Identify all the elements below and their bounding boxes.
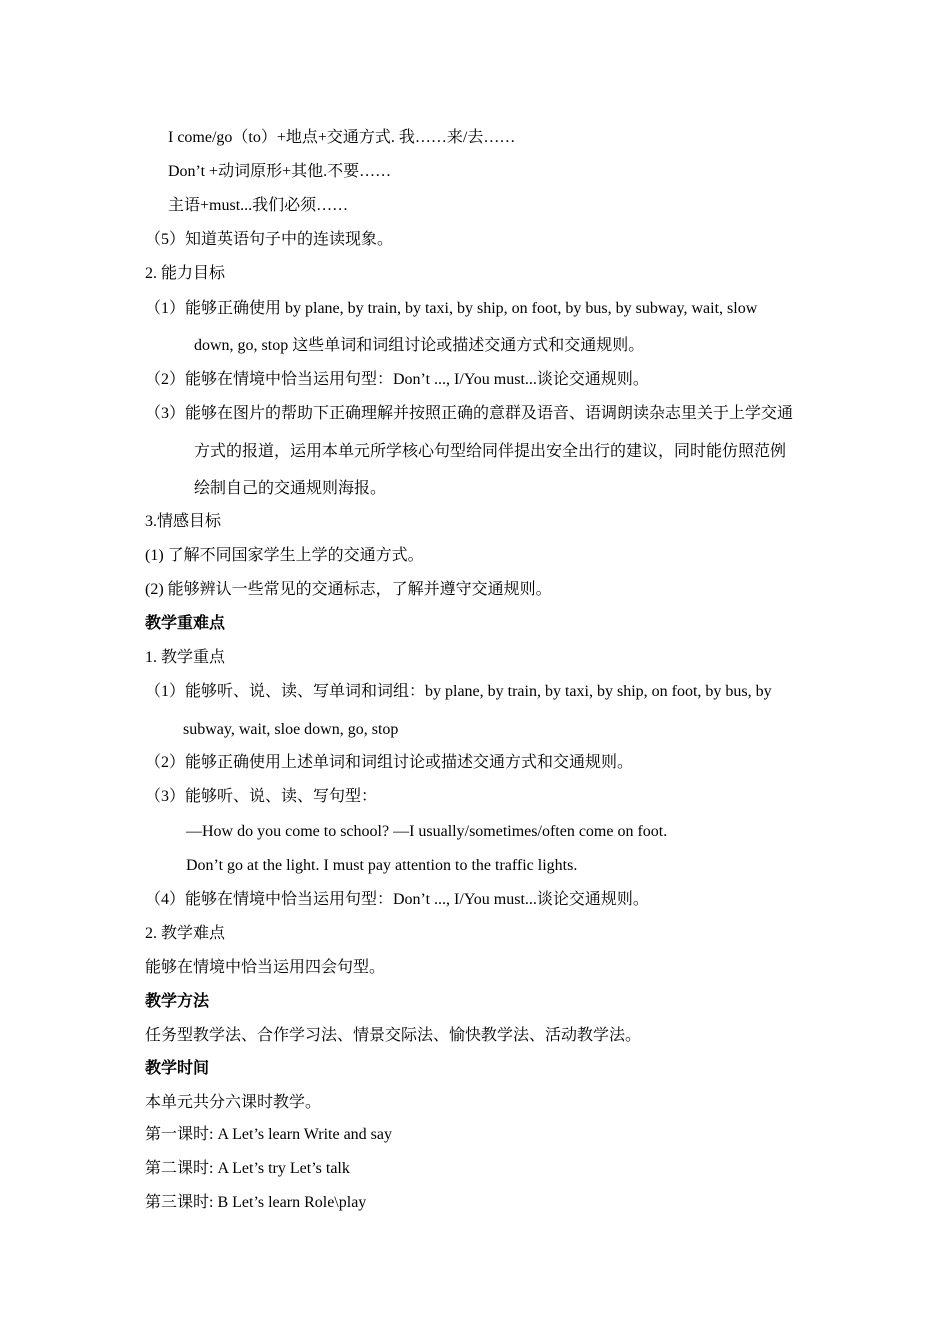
emotion-goals-heading: 3.情感目标 bbox=[145, 513, 222, 530]
key-point-3-example-2: Don’t go at the light. I must pay attention to the traffic lights. bbox=[186, 857, 578, 874]
key-point-1-cont: subway, wait, sloe down, go, stop bbox=[183, 721, 399, 738]
teaching-time-heading: 教学时间 bbox=[145, 1060, 210, 1077]
ability-item-3: （3）能够在图片的帮助下正确理解并按照正确的意群及语音、语调朗读杂志里关于上学交通 bbox=[145, 405, 794, 422]
key-difficult-points-heading: 教学重难点 bbox=[145, 615, 226, 632]
teaching-methods-heading: 教学方法 bbox=[145, 993, 210, 1010]
teaching-time-text: 本单元共分六课时教学。 bbox=[145, 1094, 322, 1111]
lesson-3: 第三课时: B Let’s learn Role\play bbox=[145, 1194, 367, 1211]
difficult-points-subheading: 2. 教学难点 bbox=[145, 925, 226, 942]
emotion-item-1: (1) 了解不同国家学生上学的交通方式。 bbox=[145, 547, 424, 564]
ability-item-2: （2）能够在情境中恰当运用句型：Don’t ..., I/You must...谈论交通规则。 bbox=[145, 371, 649, 388]
ability-item-1: （1）能够正确使用 by plane, by train, by taxi, by ship, on foot, by bus, by subway, wait, slow bbox=[145, 300, 758, 317]
ability-item-3-cont-2: 绘制自己的交通规则海报。 bbox=[194, 480, 387, 497]
key-point-2: （2）能够正确使用上述单词和词组讨论或描述交通方式和交通规则。 bbox=[145, 754, 634, 771]
key-point-3: （3）能够听、说、读、写句型： bbox=[145, 788, 378, 805]
sentence-pattern-dont: Don’t +动词原形+其他.不要…… bbox=[168, 163, 392, 180]
ability-item-1-cont: down, go, stop 这些单词和词组讨论或描述交通方式和交通规则。 bbox=[194, 337, 645, 354]
key-point-1: （1）能够听、说、读、写单词和词组：by plane, by train, by taxi, by ship, on foot, by bus, by bbox=[145, 683, 772, 700]
lesson-2: 第二课时: A Let’s try Let’s talk bbox=[145, 1160, 350, 1177]
ability-goals-heading: 2. 能力目标 bbox=[145, 265, 226, 282]
key-point-4: （4）能够在情境中恰当运用句型：Don’t ..., I/You must...谈论交通规则。 bbox=[145, 891, 649, 908]
emotion-item-2: (2) 能够辨认一些常见的交通标志，了解并遵守交通规则。 bbox=[145, 581, 552, 598]
key-point-3-example-1: —How do you come to school? —I usually/sometimes/often come on foot. bbox=[186, 823, 668, 840]
key-points-subheading: 1. 教学重点 bbox=[145, 649, 226, 666]
lesson-1: 第一课时: A Let’s learn Write and say bbox=[145, 1126, 393, 1143]
sentence-pattern-must: 主语+must...我们必须…… bbox=[168, 197, 349, 214]
ability-item-3-cont-1: 方式的报道，运用本单元所学核心句型给同伴提出安全出行的建议，同时能仿照范例 bbox=[194, 443, 787, 460]
knowledge-item-5: （5）知道英语句子中的连读现象。 bbox=[145, 231, 394, 248]
sentence-pattern-come-go: I come/go（to）+地点+交通方式. 我……来/去…… bbox=[168, 129, 516, 146]
difficult-point-text: 能够在情境中恰当运用四会句型。 bbox=[145, 959, 386, 976]
teaching-methods-text: 任务型教学法、合作学习法、情景交际法、愉快教学法、活动教学法。 bbox=[145, 1027, 642, 1044]
